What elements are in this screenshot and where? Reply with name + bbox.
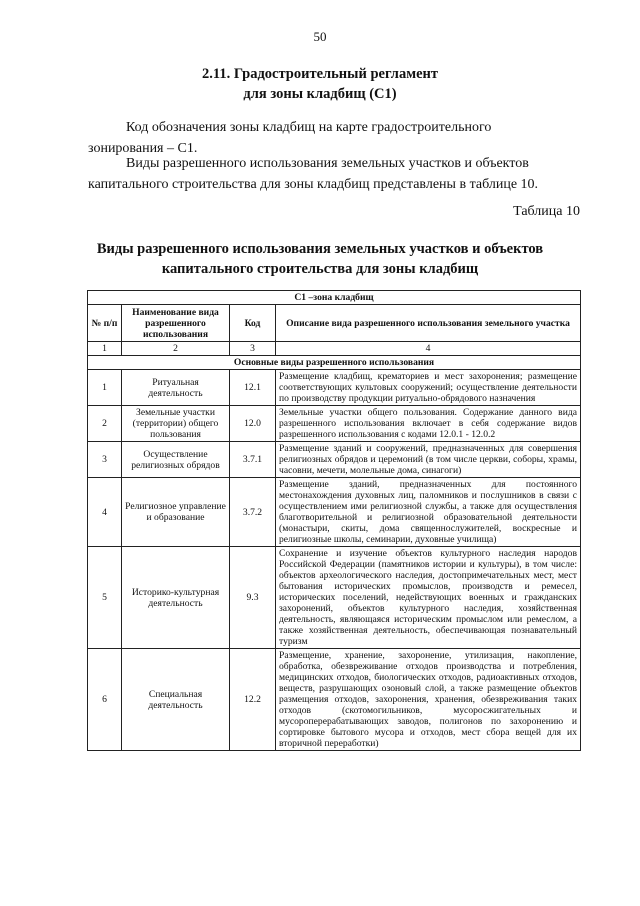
row-number: 4 — [88, 478, 122, 547]
column-number: 2 — [122, 342, 230, 356]
paragraph-line: Виды разрешенного использования земельных участков и объектов — [126, 156, 529, 171]
permitted-uses-table — [87, 290, 581, 751]
paragraph-line: капитального строительства для зоны кладбищ представлены в таблице 10. — [88, 177, 539, 192]
table-title — [0, 239, 640, 279]
table-row — [88, 442, 581, 478]
row-description: Сохранение и изучение объектов культурного наследия народов Российской Федерации (памятников истории и культуры), в том числе: объектов археологического наследия, достопримечательных мест, мест бытования исторических промыслов, производств и ремесел, исторических поселений, недействующих военных и гражданских захоронений, объектов культурного наследия, хозяйственная деятельность, являющаяся историческим промыслом или ремеслом, а также хозяйственная деятельность, обеспечивающая познавательный туризм — [276, 547, 581, 649]
row-code: 9.3 — [230, 547, 276, 649]
row-number: 1 — [88, 370, 122, 406]
row-name: Религиозное управление и образование — [122, 478, 230, 547]
row-number: 5 — [88, 547, 122, 649]
row-code: 12.0 — [230, 406, 276, 442]
row-name: Осуществление религиозных обрядов — [122, 442, 230, 478]
column-number: 4 — [276, 342, 581, 356]
table-row — [88, 478, 581, 547]
row-name: Специальная деятельность — [122, 649, 230, 751]
table-row — [88, 649, 581, 751]
section-heading-line2: для зоны кладбищ (С1) — [243, 86, 397, 102]
table-section-row — [88, 356, 581, 370]
row-number: 6 — [88, 649, 122, 751]
row-description: Размещение зданий и сооружений, предназначенных для совершения религиозных обрядов и церемоний (в том числе церкви, соборы, храмы, часовни, мечети, молельные дома, синагоги) — [276, 442, 581, 478]
row-number: 3 — [88, 442, 122, 478]
table-header-row — [88, 305, 581, 342]
row-description: Размещение кладбищ, крематориев и мест захоронения; размещение соответствующих культовых сооружений; осуществление деятельности по производству продукции ритуально-обрядового назначения — [276, 370, 581, 406]
paragraph-permitted-uses — [88, 153, 580, 195]
table-title-line2: капитального строительства для зоны кладбищ — [161, 261, 479, 277]
header-name: Наименование вида разрешенного использования — [122, 305, 230, 342]
row-description: Земельные участки общего пользования. Содержание данного вида разрешенного использования включает в себя содержание видов разрешенного использования с кодами 12.0.1 - 12.0.2 — [276, 406, 581, 442]
header-number: № п/п — [88, 305, 122, 342]
paragraph-line: зонирования – С1. — [88, 141, 198, 156]
row-code: 12.2 — [230, 649, 276, 751]
header-description: Описание вида разрешенного использования земельного участка — [276, 305, 581, 342]
row-description: Размещение зданий, предназначенных для постоянного местонахождения духовных лиц, паломников и послушников в связи с осуществлением ими религиозной службы, а также для осуществления благотворительной и религиозной образовательной деятельности (монастыри, скиты, дома священнослужителей, воскресные и религиозные школы, семинарии, духовные училища) — [276, 478, 581, 547]
table-zone-row — [88, 291, 581, 305]
row-code: 3.7.1 — [230, 442, 276, 478]
row-number: 2 — [88, 406, 122, 442]
row-name: Ритуальная деятельность — [122, 370, 230, 406]
row-name: Историко-культурная деятельность — [122, 547, 230, 649]
row-code: 12.1 — [230, 370, 276, 406]
table-title-line1: Виды разрешенного использования земельных участков и объектов — [96, 241, 544, 257]
header-code: Код — [230, 305, 276, 342]
page-number: 50 — [313, 29, 327, 44]
paragraph-line: Код обозначения зоны кладбищ на карте градостроительного — [126, 120, 492, 135]
table-row — [88, 370, 581, 406]
table-caption: Таблица 10 — [513, 204, 580, 219]
section-heading — [0, 64, 640, 104]
table-row — [88, 406, 581, 442]
row-code: 3.7.2 — [230, 478, 276, 547]
section-label: Основные виды разрешенного использования — [88, 356, 581, 370]
column-number: 1 — [88, 342, 122, 356]
table-column-numbers-row — [88, 342, 581, 356]
column-number: 3 — [230, 342, 276, 356]
row-description: Размещение, хранение, захоронение, утилизация, накопление, обработка, обезвреживание отходов производства и потребления, медицинских отходов, биологических отходов, радиоактивных отходов, веществ, разрушающих озоновый слой, а также размещение объектов размещения отходов, захоронения, хранения, обезвреживания таких отходов (скотомогильников, мусоросжигательных и мусороперерабатывающих заводов, полигонов по захоронению и сортировке бытового мусора и отходов, мест сбора вещей для их вторичной переработки) — [276, 649, 581, 751]
row-name: Земельные участки (территории) общего пользования — [122, 406, 230, 442]
table-row — [88, 547, 581, 649]
zone-label: С1 –зона кладбищ — [88, 291, 581, 305]
section-heading-line1: 2.11. Градостроительный регламент — [202, 66, 438, 82]
